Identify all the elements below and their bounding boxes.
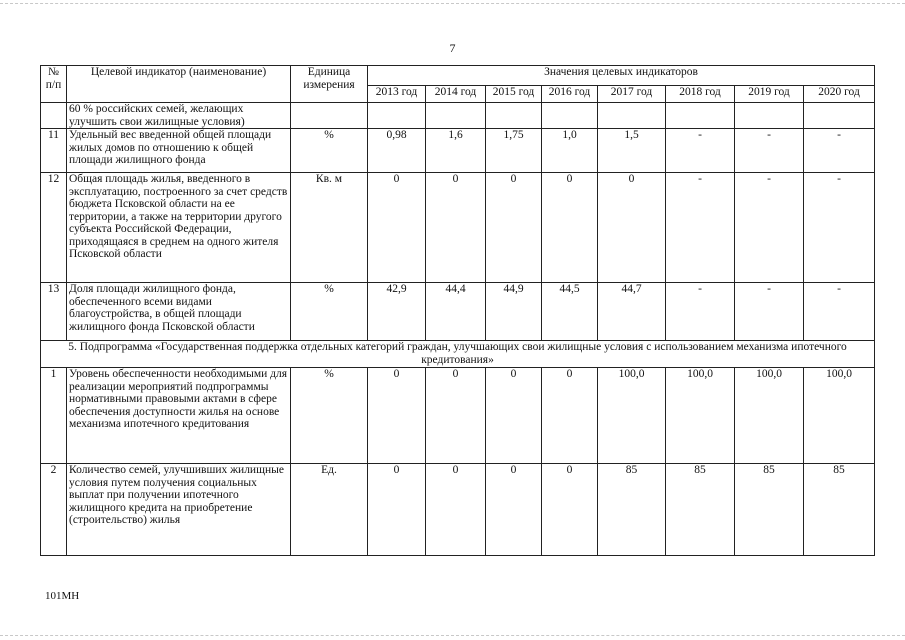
table-row: [41, 283, 875, 341]
indicator-value-2014: 0: [426, 368, 486, 464]
indicator-value-2015: 44,9: [486, 283, 542, 341]
indicator-value-2019: 100,0: [735, 368, 804, 464]
header-year-2015: 2015 год: [486, 86, 542, 103]
indicator-value-2017: 85: [598, 464, 666, 556]
indicator-value-2014: 0: [426, 464, 486, 556]
indicator-value-2015: [486, 103, 542, 129]
unit-of-measure: %: [291, 129, 368, 173]
indicator-value-2019: -: [735, 173, 804, 283]
indicator-value-2018: 100,0: [666, 368, 735, 464]
header-year-2016: 2016 год: [542, 86, 598, 103]
row-number: 11: [41, 129, 67, 173]
indicator-value-2013: 0: [368, 173, 426, 283]
header-indicator-name: Целевой индикатор (наименование): [67, 66, 291, 103]
indicator-value-2016: 0: [542, 464, 598, 556]
indicator-value-2020: [804, 103, 875, 129]
unit-of-measure: %: [291, 283, 368, 341]
header-year-2019: 2019 год: [735, 86, 804, 103]
unit-of-measure: Кв. м: [291, 173, 368, 283]
row-number: [41, 103, 67, 129]
indicator-name: 60 % российских семей, желающих улучшить свои жилищные условия): [67, 103, 291, 129]
indicator-value-2019: -: [735, 283, 804, 341]
indicator-value-2013: 0: [368, 368, 426, 464]
footer-code: 101МН: [45, 590, 80, 602]
indicator-value-2019: -: [735, 129, 804, 173]
indicator-value-2016: 1,0: [542, 129, 598, 173]
indicator-value-2013: 42,9: [368, 283, 426, 341]
indicator-value-2019: 85: [735, 464, 804, 556]
indicator-name: Уровень обеспеченности необходимыми для реализации мероприятий подпрограммы нормативными правовыми актами в сфере обеспечения доступности жилья на основе механизма ипотечного кредитования: [67, 368, 291, 464]
table-row: [41, 464, 875, 556]
indicator-value-2020: 100,0: [804, 368, 875, 464]
header-unit: Единица измерения: [291, 66, 368, 103]
indicator-value-2017: 44,7: [598, 283, 666, 341]
header-year-2018: 2018 год: [666, 86, 735, 103]
indicator-value-2014: [426, 103, 486, 129]
scan-edge-bottom: [0, 635, 905, 636]
indicator-value-2018: 85: [666, 464, 735, 556]
header-row-top: [41, 66, 875, 86]
indicator-value-2018: [666, 103, 735, 129]
indicator-value-2016: 0: [542, 173, 598, 283]
unit-of-measure: %: [291, 368, 368, 464]
indicator-value-2016: [542, 103, 598, 129]
indicator-value-2020: -: [804, 283, 875, 341]
indicator-value-2015: 0: [486, 368, 542, 464]
header-year-2017: 2017 год: [598, 86, 666, 103]
indicator-value-2017: 0: [598, 173, 666, 283]
indicator-value-2015: 0: [486, 464, 542, 556]
table-row: [41, 173, 875, 283]
indicator-name: Общая площадь жилья, введенного в эксплуатацию, построенного за счет средств бюджета Псковской области на ее территории, а также на территории другого субъекта Российской Федерации, приходящаяся в среднем на одного жителя Псковской области: [67, 173, 291, 283]
indicator-value-2013: 0,98: [368, 129, 426, 173]
table-row: [41, 368, 875, 464]
indicator-value-2020: -: [804, 129, 875, 173]
indicator-value-2018: -: [666, 129, 735, 173]
header-year-2014: 2014 год: [426, 86, 486, 103]
unit-of-measure: Ед.: [291, 464, 368, 556]
row-number: 12: [41, 173, 67, 283]
indicator-value-2013: [368, 103, 426, 129]
indicator-value-2018: -: [666, 173, 735, 283]
header-values: Значения целевых индикаторов: [368, 66, 875, 86]
indicator-name: Количество семей, улучшивших жилищные условия путем получения социальных выплат при получении ипотечного жилищного кредита на приобретение (строительство) жилья: [67, 464, 291, 556]
header-year-2013: 2013 год: [368, 86, 426, 103]
target-indicators-table: [40, 65, 875, 556]
header-year-2020: 2020 год: [804, 86, 875, 103]
indicator-value-2016: 0: [542, 368, 598, 464]
scan-edge-top: [0, 3, 905, 4]
indicator-value-2020: 85: [804, 464, 875, 556]
row-number: 1: [41, 368, 67, 464]
indicator-value-2017: [598, 103, 666, 129]
row-number: 13: [41, 283, 67, 341]
indicator-value-2017: 100,0: [598, 368, 666, 464]
table-row: [41, 103, 875, 129]
row-number: 2: [41, 464, 67, 556]
header-num: № п/п: [41, 66, 67, 103]
table-row: [41, 129, 875, 173]
subprogram-title: 5. Подпрограмма «Государственная поддержка отдельных категорий граждан, улучшающих свои жилищные условия с использованием механизма ипотечного кредитования»: [41, 341, 875, 368]
indicator-name: Удельный вес введенной общей площади жилых домов по отношению к общей площади жилищного фонда: [67, 129, 291, 173]
indicator-value-2020: -: [804, 173, 875, 283]
indicator-value-2016: 44,5: [542, 283, 598, 341]
indicator-value-2013: 0: [368, 464, 426, 556]
unit-of-measure: [291, 103, 368, 129]
indicator-value-2014: 44,4: [426, 283, 486, 341]
indicator-name: Доля площади жилищного фонда, обеспеченного всеми видами благоустройства, в общей площади жилищного фонда Псковской области: [67, 283, 291, 341]
page-number: 7: [449, 41, 456, 55]
indicator-value-2015: 0: [486, 173, 542, 283]
indicator-value-2019: [735, 103, 804, 129]
indicator-value-2015: 1,75: [486, 129, 542, 173]
indicator-value-2018: -: [666, 283, 735, 341]
indicator-value-2014: 0: [426, 173, 486, 283]
subprogram-row: [41, 341, 875, 368]
indicator-value-2017: 1,5: [598, 129, 666, 173]
indicator-value-2014: 1,6: [426, 129, 486, 173]
